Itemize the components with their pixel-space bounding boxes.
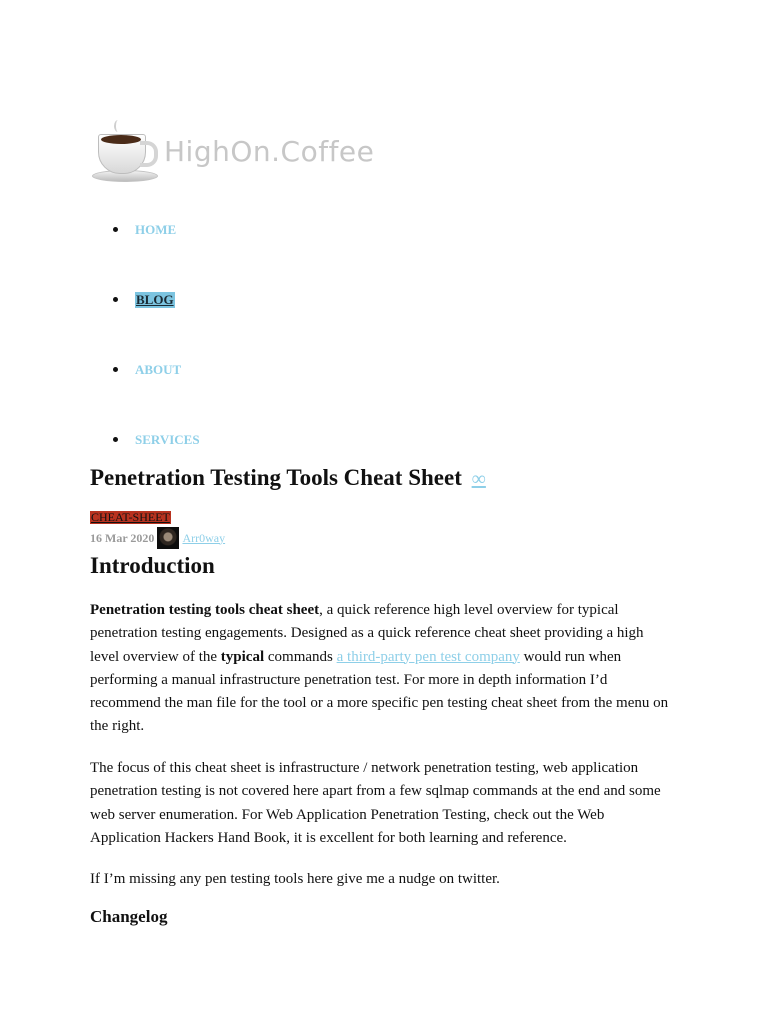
nav-link-about[interactable]: ABOUT (135, 362, 182, 377)
paragraph-text: , a quick reference high level overview for typical penetration testing engagements. Designed as a quick reference cheat sheet providing a high level overview of the (90, 602, 644, 665)
focus-paragraph: The focus of this cheat sheet is infrastructure / network penetration testing, web application penetration testing is not covered here apart from a few sqlmap commands at the end and some web server enumeration. For Web Application Penetration Testing, check out the Web Application Hackers Hand Book, it is excellent for both learning and reference. (90, 760, 661, 846)
intro-paragraph (90, 599, 675, 739)
nav-link-services[interactable]: SERVICES (135, 432, 200, 447)
twitter-paragraph: If I’m missing any pen testing tools here give me a nudge on twitter. (90, 871, 500, 887)
post-meta (90, 526, 225, 550)
post-date: 16 Mar 2020 (90, 530, 155, 545)
tag-badge[interactable]: CHEAT-SHEET (91, 510, 170, 524)
coffee-cup-icon (92, 118, 158, 184)
post-title (90, 462, 486, 495)
author-avatar (157, 527, 179, 549)
paragraph-text: would run when performing a manual infrastructure penetration test. For more in depth information I’d recommend the man file for the tool or a more specific pen testing cheat sheet from the menu on the right. (90, 648, 669, 735)
bold-text: typical (220, 648, 265, 665)
nav-link-blog[interactable]: BLOG (136, 292, 174, 307)
bold-text: Penetration testing tools cheat sheet (90, 602, 320, 618)
nav-link-home[interactable]: HOME (135, 222, 177, 237)
logo-text: HighOn.Coffee (164, 134, 375, 168)
section-heading: Introduction (90, 553, 215, 578)
post-title-text: Penetration Testing Tools Cheat Sheet (90, 465, 462, 490)
site-logo[interactable] (92, 118, 374, 184)
author-link[interactable]: Arr0way (182, 530, 226, 545)
paragraph-text: commands (264, 648, 337, 665)
permalink-link[interactable]: ∞ (471, 468, 486, 490)
changelog-heading: Changelog (90, 907, 168, 926)
pen-test-company-link[interactable]: a third-party pen test company (336, 648, 520, 665)
